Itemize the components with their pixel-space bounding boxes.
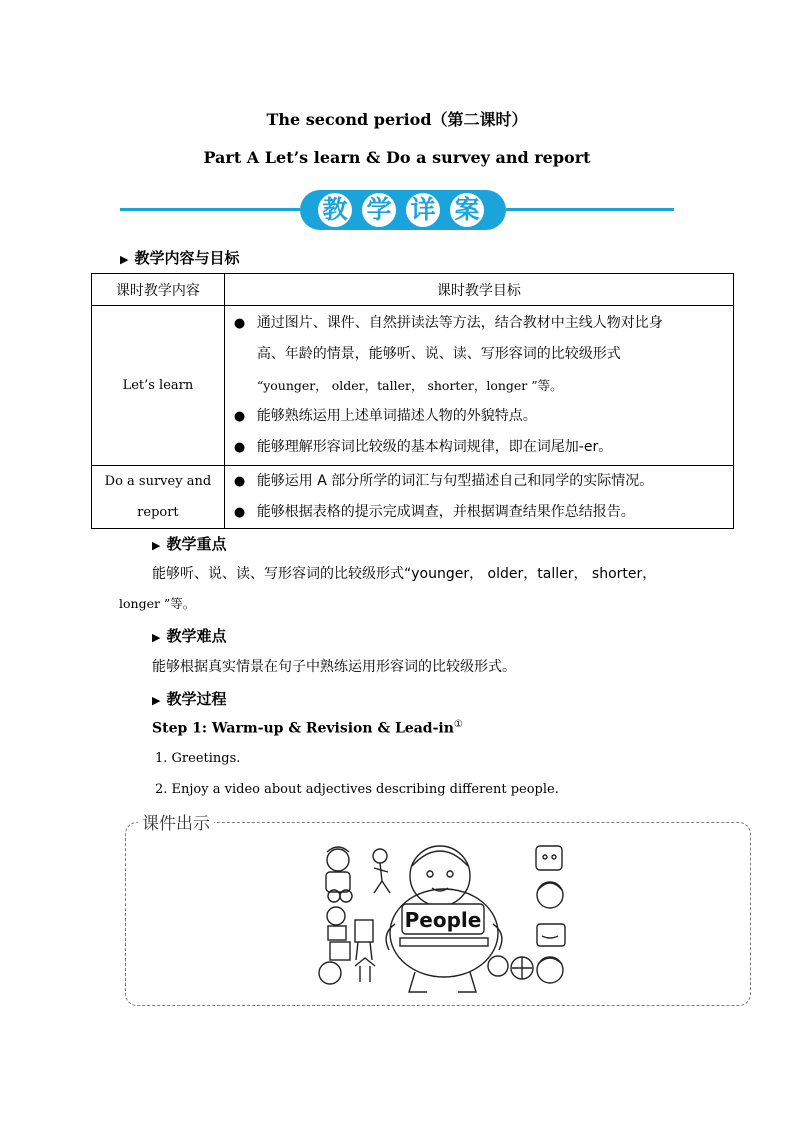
banner-char: 学 — [362, 193, 396, 227]
process-item: 1. Greetings. — [155, 751, 241, 766]
courseware-label: 课件出示 — [138, 809, 214, 834]
goals-heading: ▶ 教学内容与目标 — [120, 249, 240, 267]
people-label: People — [404, 908, 482, 932]
triangle-icon: ▶ — [120, 253, 129, 266]
page-title: The second period（第二课时） — [266, 110, 528, 129]
key-points-heading: ▶ 教学重点 — [152, 535, 227, 553]
banner-char: 详 — [406, 193, 440, 227]
goals-table — [91, 273, 734, 529]
table-header: 课时教学目标 — [224, 274, 733, 306]
banner-badge — [300, 190, 506, 230]
difficulties-text: 能够根据真实情景在句子中熟练运用形容词的比较级形式。 — [152, 659, 516, 675]
step1-title: Step 1: Warm-up & Revision & Lead-in① — [152, 719, 463, 737]
goal-bullet: ● 能够理解形容词比较级的基本构词规律，即在词尾加-er。 — [233, 439, 613, 455]
table-cell-content: Do a survey and report — [92, 466, 225, 529]
triangle-icon: ▶ — [152, 694, 161, 707]
process-item: 2. Enjoy a video about adjectives describing different people. — [155, 782, 559, 797]
banner-line-left — [120, 208, 300, 211]
key-points-line1: 能够听、说、读、写形容词的比较级形式“younger， older，taller， shorter， — [152, 566, 657, 582]
goal-bullet: ● 能够运用 A 部分所学的词汇与句型描述自己和同学的实际情况。 — [233, 473, 654, 489]
page-subtitle: Part A Let’s learn & Do a survey and report — [203, 148, 591, 167]
goal-bullet: ● 能够根据表格的提示完成调查，并根据调查结果作总结报告。 — [233, 504, 635, 520]
banner-char: 案 — [450, 193, 484, 227]
key-points-line2: longer ”等。 — [119, 596, 196, 611]
goal-bullet: ● 通过图片、课件、自然拼读法等方法，结合教材中主线人物对比身 高、年龄的情景，能够听、说、读、写形容词的比较级形式 “younger， older，taller， shorter，longer ”等。 — [233, 315, 663, 393]
difficulties-heading: ▶ 教学难点 — [152, 627, 227, 645]
banner-char: 教 — [318, 193, 352, 227]
table-header: 课时教学内容 — [92, 274, 225, 306]
table-cell-content: Let’s learn — [92, 306, 225, 466]
triangle-icon: ▶ — [152, 539, 161, 552]
triangle-icon: ▶ — [152, 631, 161, 644]
process-heading: ▶ 教学过程 — [152, 690, 227, 708]
banner-line-right — [506, 208, 674, 211]
goal-bullet: ● 能够熟练运用上述单词描述人物的外貌特点。 — [233, 408, 537, 424]
people-illustration — [300, 838, 590, 998]
